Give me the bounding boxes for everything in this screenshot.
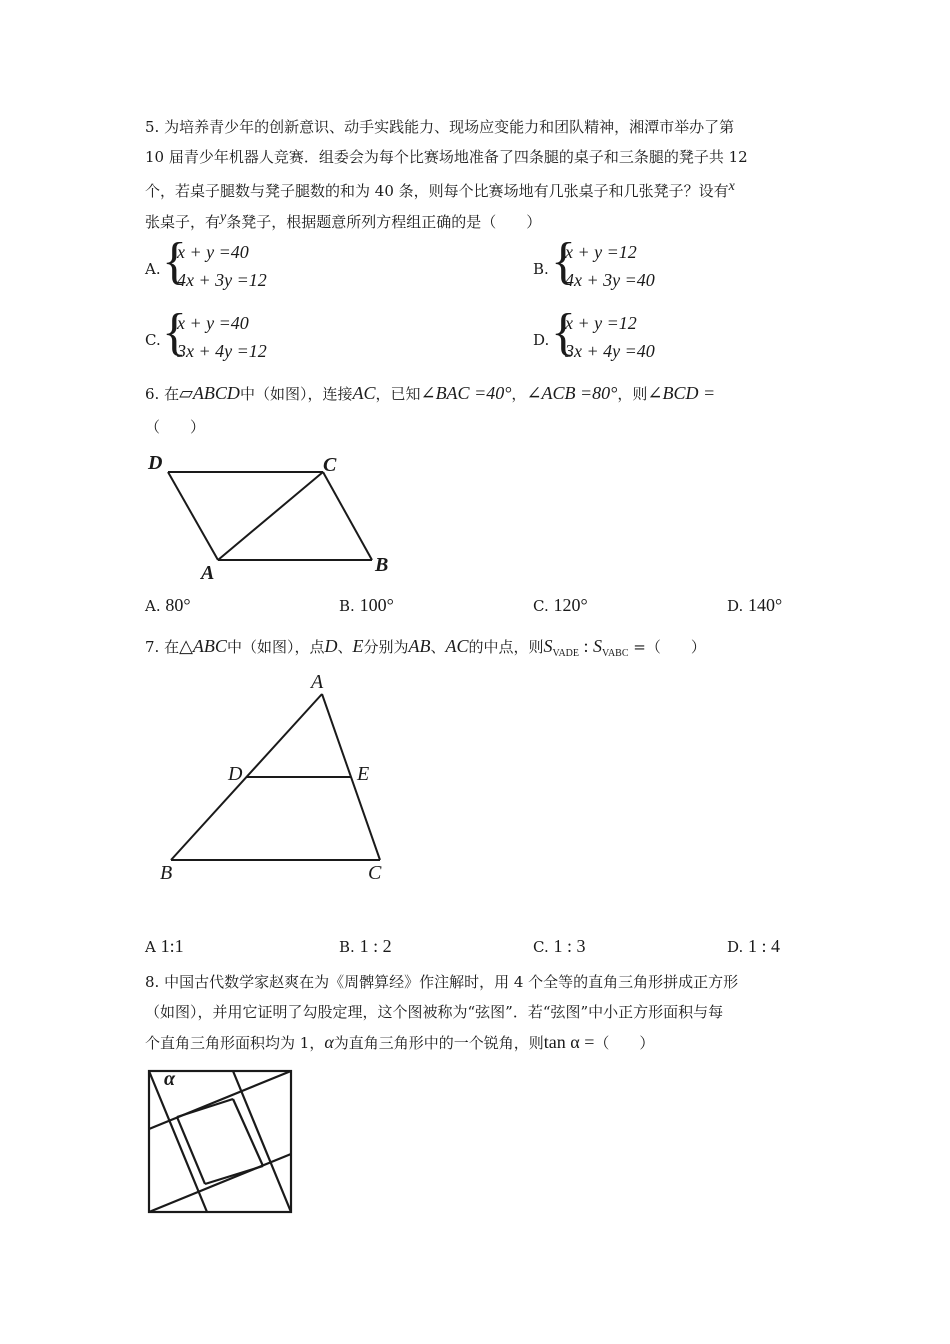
brace: { — [551, 304, 576, 361]
q7-line-1: 7. 在△ABC中（如图），点D、E分别为AB、AC的中点，则$S_{VADE}$ : $S_{VABC}$ =（ ） — [145, 636, 706, 659]
label-b: B — [160, 862, 173, 884]
brace: { — [162, 304, 187, 361]
q6-line-1: 6. 在▱ABCD中（如图），连接AC，已知∠BAC =40°，∠ACB =80°，则∠BCD = — [145, 383, 716, 403]
q5-line-4: 张桌子，有$^y$条凳子，根据题意所列方程组正确的是（ ） — [145, 210, 542, 231]
q7-option-d[interactable]: D. 1 : 4 — [727, 936, 781, 956]
outer-square — [149, 1071, 291, 1212]
q6-option-d[interactable]: D. 140° — [727, 595, 783, 615]
triangle-hyp-right — [233, 1071, 291, 1212]
q5-line-1: 5. 为培养青少年的创新意识、动手实践能力、现场应变能力和团队精神，湘潭市举办了第 — [145, 118, 735, 136]
label-b: B — [375, 554, 389, 576]
var-x: x — [728, 179, 735, 194]
edge-ad — [168, 472, 218, 560]
label-e: E — [357, 763, 370, 785]
inner-square-top — [177, 1099, 233, 1117]
label-a: A — [311, 671, 324, 693]
label-c: C — [323, 454, 337, 476]
edge-cb — [323, 472, 372, 560]
q5-line-2: 10 届青少年机器人竞赛．组委会为每个比赛场地准备了四条腿的桌子和三条腿的凳子共 12 — [145, 148, 748, 166]
brace: { — [162, 233, 187, 290]
q5-line-3: 个，若桌子腿数与凳子腿数的和为 40 条，则每个比赛场地有几张桌子和几张凳子？设有$^x$ — [145, 179, 735, 200]
inner-square-bottom — [205, 1166, 263, 1184]
q7-option-c[interactable]: C. 1 : 3 — [533, 936, 586, 956]
q7-option-b[interactable]: B. 1 : 2 — [339, 936, 392, 956]
var-y: y — [220, 210, 227, 225]
label-a: A — [201, 562, 215, 584]
label-c: C — [368, 862, 382, 884]
q8-line-1: 8. 中国古代数学家赵爽在为《周髀算经》作注解时，用 4 个全等的直角三角形拼成正方形 — [145, 973, 739, 991]
q6-option-b[interactable]: B. 100° — [339, 595, 394, 615]
diagonal-ac — [218, 472, 323, 560]
q6-option-a[interactable]: A. 80° — [145, 595, 191, 615]
label-d: D — [148, 452, 163, 474]
brace: { — [551, 233, 576, 290]
label-alpha: α — [164, 1068, 176, 1090]
q8-line-3: 个直角三角形面积均为 1，α为直角三角形中的一个锐角，则tan α =（ ） — [145, 1032, 655, 1052]
parallelogram-figure — [140, 448, 400, 588]
q6-option-c[interactable]: C. 120° — [533, 595, 588, 615]
label-d: D — [228, 763, 243, 785]
triangle-hyp-bottom — [149, 1154, 291, 1212]
q6-paren: （ ） — [145, 418, 206, 436]
q7-option-a[interactable]: A 1:1 — [145, 936, 184, 956]
q8-line-2: （如图），并用它证明了勾股定理，这个图被称为“弦图”．若“弦图”中小正方形面积与每 — [145, 1003, 724, 1021]
